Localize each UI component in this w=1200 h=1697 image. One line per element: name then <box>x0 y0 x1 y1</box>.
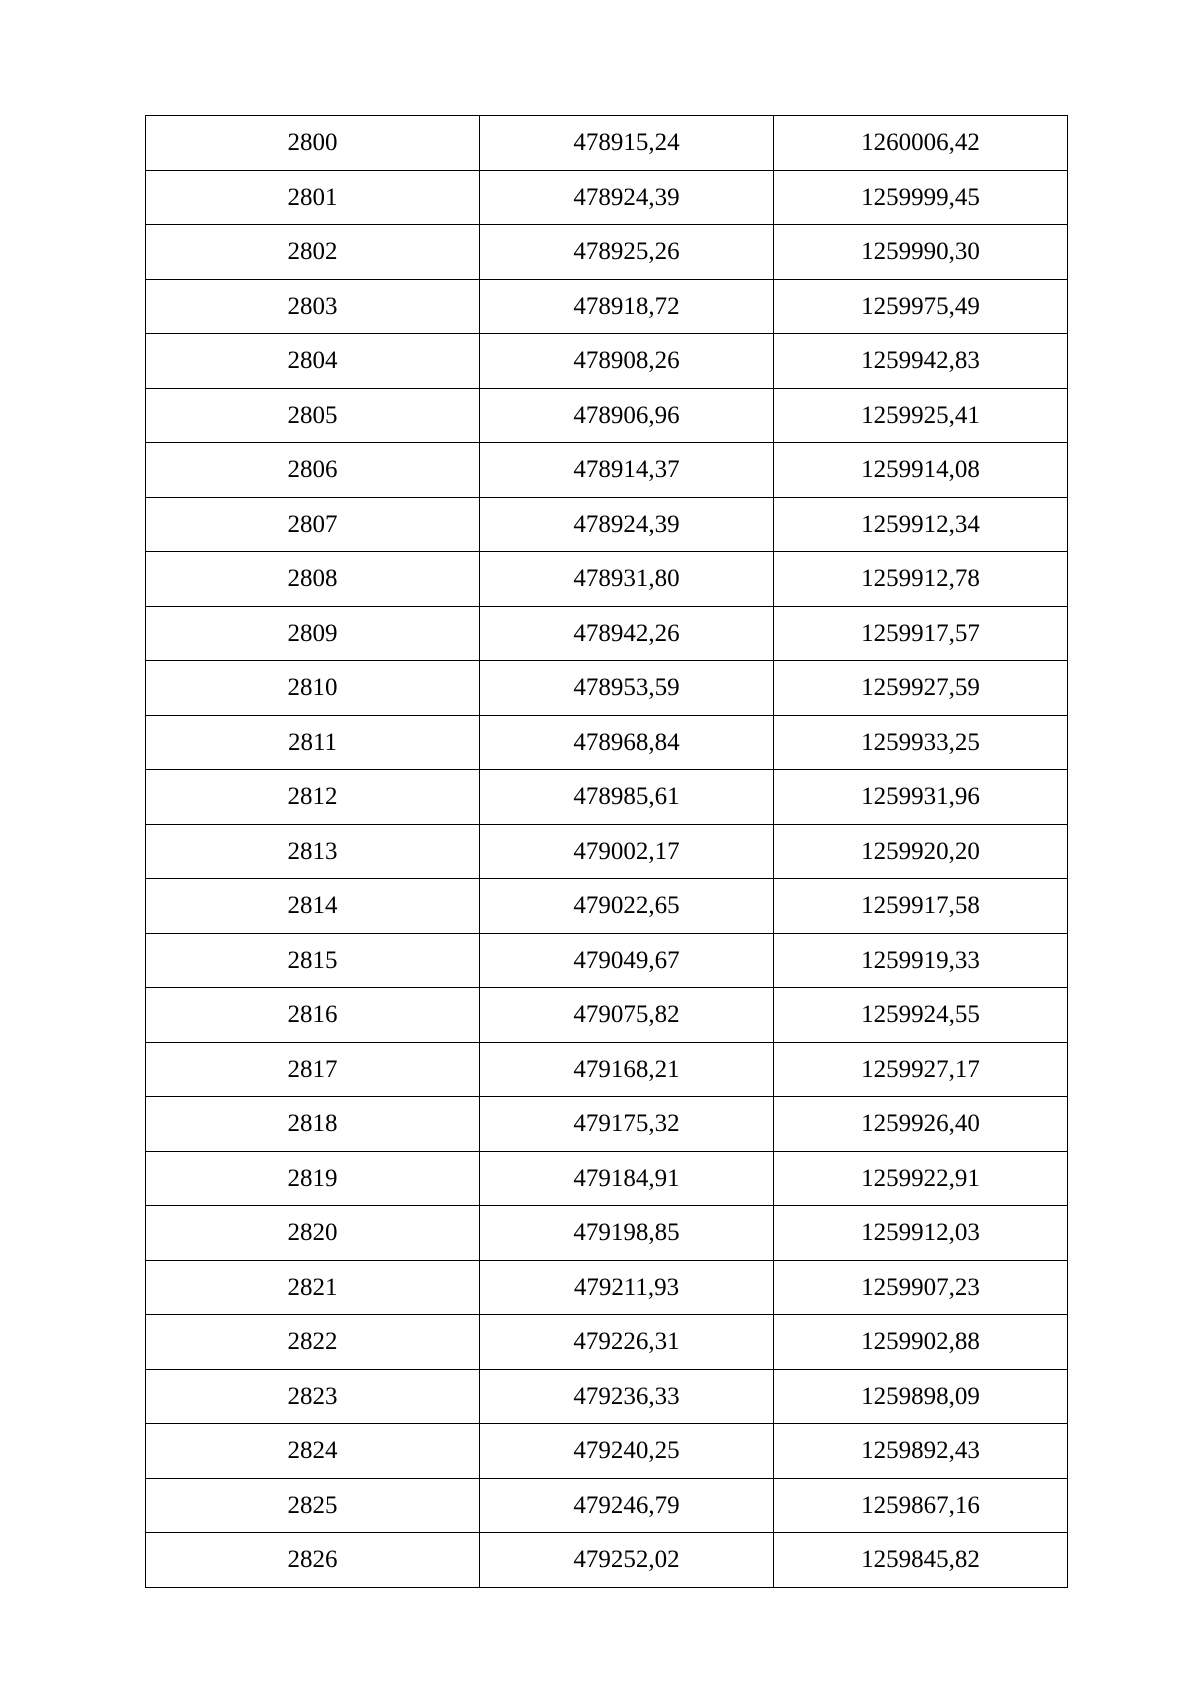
y-coordinate-cell: 1259975,49 <box>774 279 1068 334</box>
table-row <box>146 606 1068 661</box>
point-number-cell: 2806 <box>146 443 480 498</box>
x-coordinate-cell: 478968,84 <box>480 715 774 770</box>
table-row <box>146 988 1068 1043</box>
point-number-cell: 2808 <box>146 552 480 607</box>
y-coordinate-cell: 1259927,17 <box>774 1042 1068 1097</box>
point-number-cell: 2805 <box>146 388 480 443</box>
x-coordinate-cell: 478906,96 <box>480 388 774 443</box>
x-coordinate-cell: 478942,26 <box>480 606 774 661</box>
point-number-cell: 2814 <box>146 879 480 934</box>
y-coordinate-cell: 1259867,16 <box>774 1478 1068 1533</box>
coordinates-table <box>145 115 1068 1588</box>
y-coordinate-cell: 1259914,08 <box>774 443 1068 498</box>
x-coordinate-cell: 478918,72 <box>480 279 774 334</box>
point-number-cell: 2803 <box>146 279 480 334</box>
y-coordinate-cell: 1259902,88 <box>774 1315 1068 1370</box>
table-row <box>146 1315 1068 1370</box>
y-coordinate-cell: 1259920,20 <box>774 824 1068 879</box>
point-number-cell: 2820 <box>146 1206 480 1261</box>
point-number-cell: 2823 <box>146 1369 480 1424</box>
x-coordinate-cell: 478924,39 <box>480 497 774 552</box>
table-row <box>146 1097 1068 1152</box>
y-coordinate-cell: 1259892,43 <box>774 1424 1068 1479</box>
table-row <box>146 225 1068 280</box>
table-row <box>146 933 1068 988</box>
table-row <box>146 1369 1068 1424</box>
x-coordinate-cell: 479198,85 <box>480 1206 774 1261</box>
point-number-cell: 2815 <box>146 933 480 988</box>
point-number-cell: 2812 <box>146 770 480 825</box>
x-coordinate-cell: 479252,02 <box>480 1533 774 1588</box>
x-coordinate-cell: 478953,59 <box>480 661 774 716</box>
table-row <box>146 279 1068 334</box>
table-row <box>146 1151 1068 1206</box>
table-row <box>146 879 1068 934</box>
table-row <box>146 1533 1068 1588</box>
point-number-cell: 2825 <box>146 1478 480 1533</box>
table-row <box>146 1206 1068 1261</box>
y-coordinate-cell: 1260006,42 <box>774 116 1068 171</box>
table-row <box>146 661 1068 716</box>
table-row <box>146 1478 1068 1533</box>
x-coordinate-cell: 478908,26 <box>480 334 774 389</box>
point-number-cell: 2817 <box>146 1042 480 1097</box>
x-coordinate-cell: 479236,33 <box>480 1369 774 1424</box>
y-coordinate-cell: 1259925,41 <box>774 388 1068 443</box>
y-coordinate-cell: 1259912,03 <box>774 1206 1068 1261</box>
x-coordinate-cell: 479002,17 <box>480 824 774 879</box>
point-number-cell: 2804 <box>146 334 480 389</box>
point-number-cell: 2809 <box>146 606 480 661</box>
table-row <box>146 770 1068 825</box>
table-row <box>146 552 1068 607</box>
table-row <box>146 170 1068 225</box>
point-number-cell: 2816 <box>146 988 480 1043</box>
point-number-cell: 2818 <box>146 1097 480 1152</box>
x-coordinate-cell: 479049,67 <box>480 933 774 988</box>
table-row <box>146 715 1068 770</box>
y-coordinate-cell: 1259917,57 <box>774 606 1068 661</box>
x-coordinate-cell: 479240,25 <box>480 1424 774 1479</box>
x-coordinate-cell: 478915,24 <box>480 116 774 171</box>
table-row <box>146 334 1068 389</box>
point-number-cell: 2821 <box>146 1260 480 1315</box>
point-number-cell: 2811 <box>146 715 480 770</box>
table-row <box>146 1042 1068 1097</box>
point-number-cell: 2801 <box>146 170 480 225</box>
y-coordinate-cell: 1259845,82 <box>774 1533 1068 1588</box>
x-coordinate-cell: 478985,61 <box>480 770 774 825</box>
table-row <box>146 497 1068 552</box>
point-number-cell: 2826 <box>146 1533 480 1588</box>
table-row <box>146 116 1068 171</box>
y-coordinate-cell: 1259999,45 <box>774 170 1068 225</box>
x-coordinate-cell: 479184,91 <box>480 1151 774 1206</box>
x-coordinate-cell: 478914,37 <box>480 443 774 498</box>
y-coordinate-cell: 1259898,09 <box>774 1369 1068 1424</box>
y-coordinate-cell: 1259919,33 <box>774 933 1068 988</box>
table-row <box>146 824 1068 879</box>
x-coordinate-cell: 479175,32 <box>480 1097 774 1152</box>
point-number-cell: 2819 <box>146 1151 480 1206</box>
point-number-cell: 2807 <box>146 497 480 552</box>
point-number-cell: 2810 <box>146 661 480 716</box>
x-coordinate-cell: 479075,82 <box>480 988 774 1043</box>
x-coordinate-cell: 479226,31 <box>480 1315 774 1370</box>
y-coordinate-cell: 1259924,55 <box>774 988 1068 1043</box>
table-row <box>146 443 1068 498</box>
y-coordinate-cell: 1259927,59 <box>774 661 1068 716</box>
x-coordinate-cell: 479168,21 <box>480 1042 774 1097</box>
table-row <box>146 1424 1068 1479</box>
y-coordinate-cell: 1259917,58 <box>774 879 1068 934</box>
x-coordinate-cell: 478924,39 <box>480 170 774 225</box>
y-coordinate-cell: 1259933,25 <box>774 715 1068 770</box>
point-number-cell: 2822 <box>146 1315 480 1370</box>
x-coordinate-cell: 478925,26 <box>480 225 774 280</box>
x-coordinate-cell: 478931,80 <box>480 552 774 607</box>
x-coordinate-cell: 479022,65 <box>480 879 774 934</box>
y-coordinate-cell: 1259912,78 <box>774 552 1068 607</box>
point-number-cell: 2813 <box>146 824 480 879</box>
y-coordinate-cell: 1259926,40 <box>774 1097 1068 1152</box>
point-number-cell: 2824 <box>146 1424 480 1479</box>
y-coordinate-cell: 1259990,30 <box>774 225 1068 280</box>
table-row <box>146 388 1068 443</box>
y-coordinate-cell: 1259907,23 <box>774 1260 1068 1315</box>
y-coordinate-cell: 1259931,96 <box>774 770 1068 825</box>
point-number-cell: 2802 <box>146 225 480 280</box>
x-coordinate-cell: 479246,79 <box>480 1478 774 1533</box>
y-coordinate-cell: 1259912,34 <box>774 497 1068 552</box>
y-coordinate-cell: 1259922,91 <box>774 1151 1068 1206</box>
x-coordinate-cell: 479211,93 <box>480 1260 774 1315</box>
coordinates-table-body <box>146 116 1068 1588</box>
y-coordinate-cell: 1259942,83 <box>774 334 1068 389</box>
table-row <box>146 1260 1068 1315</box>
point-number-cell: 2800 <box>146 116 480 171</box>
